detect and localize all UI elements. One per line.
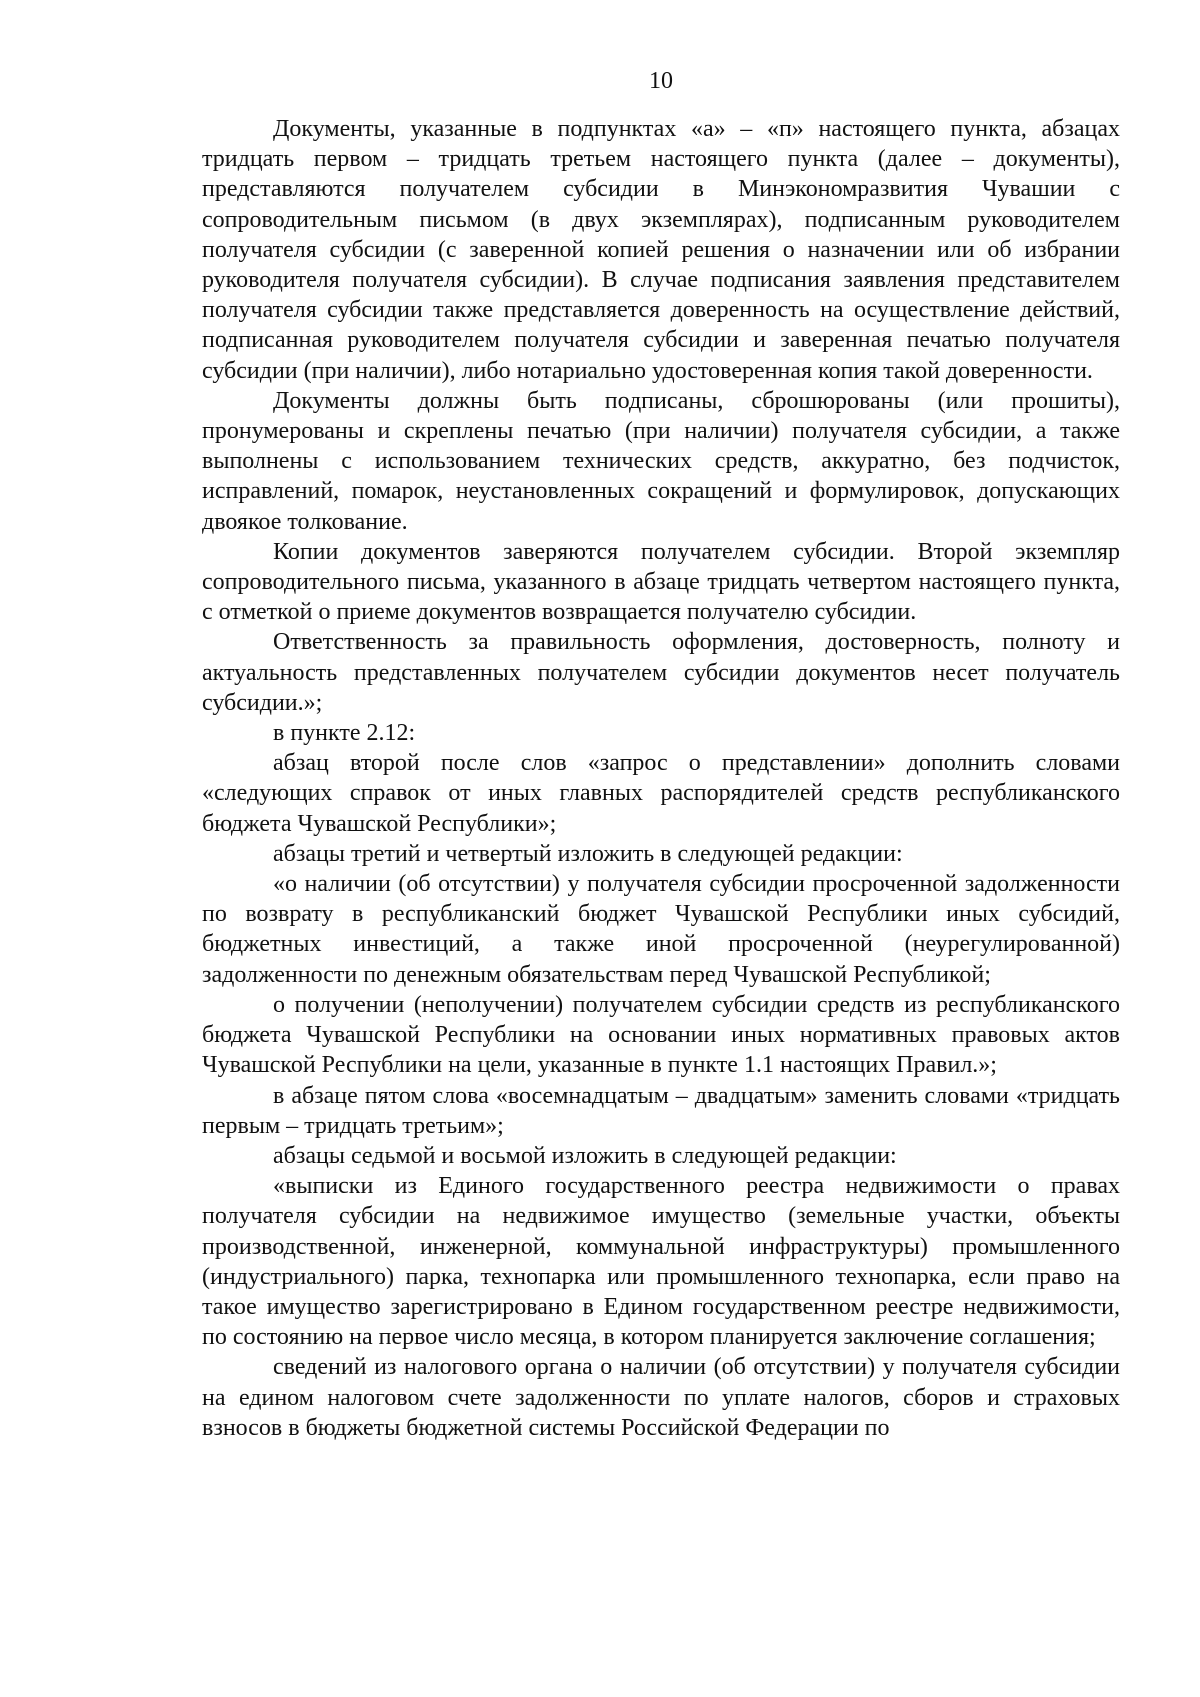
paragraph: о получении (неполучении) получателем субсидии средств из республиканского бюджета Чувашской Республики на основании иных нормативных правовых актов Чувашской Республики на цели, указанные в пункте 1.1 настоящих Правил.»; bbox=[202, 991, 1120, 1079]
paragraph: Копии документов заверяются получателем субсидии. Второй экземпляр сопроводительного письма, указанного в абзаце тридцать четвертом настоящего пункта, с отметкой о приеме документов возвращается получателю субсидии. bbox=[202, 538, 1120, 626]
paragraph: Документы, указанные в подпунктах «а» – «п» настоящего пункта, абзацах тридцать первом – тридцать третьем настоящего пункта (далее – документы), представляются получателем субсидии в Минэкономразвития Чувашии с сопроводительным письмом (в двух экземплярах), подписанным руководителем получателя субсидии (с заверенной копией решения о назначении или об избрании руководителя получателя субсидии). В случае подписания заявления представителем получателя субсидии также представляется доверенность на осуществление действий, подписанная руководителем получателя субсидии и заверенная печатью получателя субсидии (при наличии), либо нотариально удостоверенная копия такой доверенности. bbox=[202, 116, 1120, 384]
paragraph: «о наличии (об отсутствии) у получателя субсидии просроченной задолженности по возврату в республиканский бюджет Чувашской Республики иных субсидий, бюджетных инвестиций, а также иной просроченной (неурегулированной) задолженности по денежным обязательствам перед Чувашской Республикой; bbox=[202, 871, 1120, 988]
paragraph: сведений из налогового органа о наличии (об отсутствии) у получателя субсидии на едином налоговом счете задолженности по уплате налогов, сборов и страховых взносов в бюджеты бюджетной системы Российской Федерации по bbox=[202, 1354, 1120, 1441]
paragraph: в пункте 2.12: bbox=[273, 720, 416, 747]
paragraph: Документы должны быть подписаны, сброшюрованы (или прошиты), пронумерованы и скреплены печатью (при наличии) получателя субсидии, а также выполнены с использованием технических средств, аккуратно, без подчисток, исправлений, помарок, неустановленных сокращений и формулировок, допускающих двоякое толкование. bbox=[202, 387, 1120, 535]
paragraph: абзацы седьмой и восьмой изложить в следующей редакции: bbox=[273, 1142, 897, 1169]
paragraph: Ответственность за правильность оформления, достоверность, полноту и актуальность представленных получателем субсидии документов несет получатель субсидии.»; bbox=[202, 629, 1120, 716]
paragraph: «выписки из Единого государственного реестра недвижимости о правах получателя субсидии на недвижимое имущество (земельные участки, объекты производственной, инженерной, коммунальной инфраструктуры) промышленного (индустриального) парка, технопарка или промышленного технопарка, если право на такое имущество зарегистрировано в Едином государственном реестре недвижимости, по состоянию на первое число месяца, в котором планируется заключение соглашения; bbox=[202, 1173, 1120, 1351]
paragraph: абзац второй после слов «запрос о представлении» дополнить словами «следующих справок от иных главных распорядителей средств республиканского бюджета Чувашской Республики»; bbox=[202, 750, 1120, 837]
document-page bbox=[202, 66, 1120, 1443]
page-number: 10 bbox=[649, 68, 673, 94]
paragraph: абзацы третий и четвертый изложить в следующей редакции: bbox=[273, 840, 903, 867]
document-body bbox=[202, 114, 1120, 1443]
paragraph: в абзаце пятом слова «восемнадцатым – двадцатым» заменить словами «тридцать первым – тридцать третьим»; bbox=[202, 1082, 1120, 1139]
